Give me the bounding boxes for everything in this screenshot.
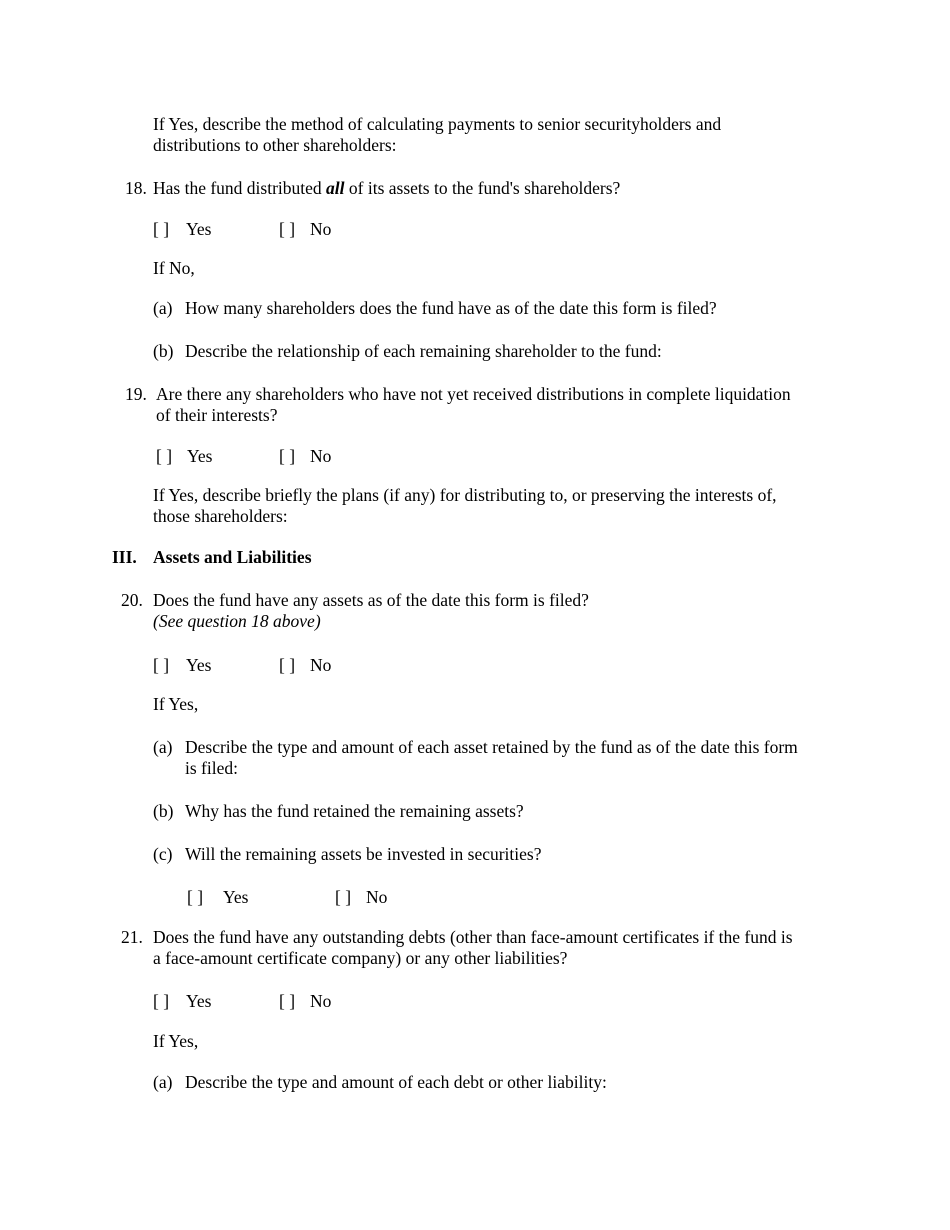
q20-yes-label: Yes — [186, 655, 212, 675]
q20-yes-checkbox[interactable]: [ ] — [153, 655, 170, 675]
q19-number: 19. — [125, 384, 147, 404]
q20-c-no-checkbox[interactable]: [ ] — [335, 887, 352, 907]
q21-if-yes: If Yes, — [153, 1031, 199, 1051]
intro-line-1: If Yes, describe the method of calculating payments to senior securityholders and — [153, 114, 722, 134]
q21-line-1: Does the fund have any outstanding debts (other than face-amount certificates if the fund is — [153, 927, 793, 947]
intro-line-2: distributions to other shareholders: — [153, 135, 397, 155]
q21-no-checkbox[interactable]: [ ] — [279, 991, 296, 1011]
q21-yes-label: Yes — [186, 991, 212, 1011]
q20-b-label: (b) — [153, 801, 174, 821]
q19-followup-line-1: If Yes, describe briefly the plans (if any) for distributing to, or preserving the interests of, — [153, 485, 777, 505]
q20-a-line-2: is filed: — [185, 758, 238, 778]
q21-a-text: Describe the type and amount of each debt or other liability: — [185, 1072, 607, 1092]
q19-yes-label: Yes — [187, 446, 213, 466]
q18-b-label: (b) — [153, 341, 174, 361]
q20-c-label: (c) — [153, 844, 173, 864]
q18-if-no: If No, — [153, 258, 195, 278]
q20-note: (See question 18 above) — [153, 611, 321, 631]
q21-line-2: a face-amount certificate company) or any other liabilities? — [153, 948, 568, 968]
q19-yes-checkbox[interactable]: [ ] — [156, 446, 173, 466]
q20-if-yes: If Yes, — [153, 694, 199, 714]
q19-line-2: of their interests? — [156, 405, 278, 425]
q20-a-label: (a) — [153, 737, 173, 757]
q18-yes-checkbox[interactable]: [ ] — [153, 219, 170, 239]
section-numeral: III. — [112, 547, 137, 567]
q18-yes-label: Yes — [186, 219, 212, 239]
q20-c-no-label: No — [366, 887, 388, 907]
q18-emphasis: all — [326, 178, 345, 198]
q21-yes-checkbox[interactable]: [ ] — [153, 991, 170, 1011]
q20-c-text: Will the remaining assets be invested in securities? — [185, 844, 542, 864]
q18-no-checkbox[interactable]: [ ] — [279, 219, 296, 239]
q18-a-label: (a) — [153, 298, 173, 318]
q18-no-label: No — [310, 219, 332, 239]
q20-b-text: Why has the fund retained the remaining assets? — [185, 801, 524, 821]
q20-c-yes-checkbox[interactable]: [ ] — [187, 887, 204, 907]
q20-a-line-1: Describe the type and amount of each asset retained by the fund as of the date this form — [185, 737, 798, 757]
q18-text-after: of its assets to the fund's shareholders? — [344, 178, 621, 198]
section-title: Assets and Liabilities — [153, 547, 312, 567]
q18-a-text: How many shareholders does the fund have as of the date this form is filed? — [185, 298, 717, 318]
q21-no-label: No — [310, 991, 332, 1011]
q20-no-checkbox[interactable]: [ ] — [279, 655, 296, 675]
q18-number: 18. — [125, 178, 147, 198]
q19-followup-line-2: those shareholders: — [153, 506, 288, 526]
q19-line-1: Are there any shareholders who have not yet received distributions in complete liquidation — [156, 384, 791, 404]
q18-text-before: Has the fund distributed — [153, 178, 327, 198]
q21-a-label: (a) — [153, 1072, 173, 1092]
q18-question — [153, 178, 620, 199]
q18-b-text: Describe the relationship of each remaining shareholder to the fund: — [185, 341, 662, 361]
q20-c-yes-label: Yes — [223, 887, 249, 907]
q19-no-label: No — [310, 446, 332, 466]
q19-no-checkbox[interactable]: [ ] — [279, 446, 296, 466]
q20-number: 20. — [121, 590, 143, 610]
q20-no-label: No — [310, 655, 332, 675]
q21-number: 21. — [121, 927, 143, 947]
q20-line-1: Does the fund have any assets as of the date this form is filed? — [153, 590, 589, 610]
